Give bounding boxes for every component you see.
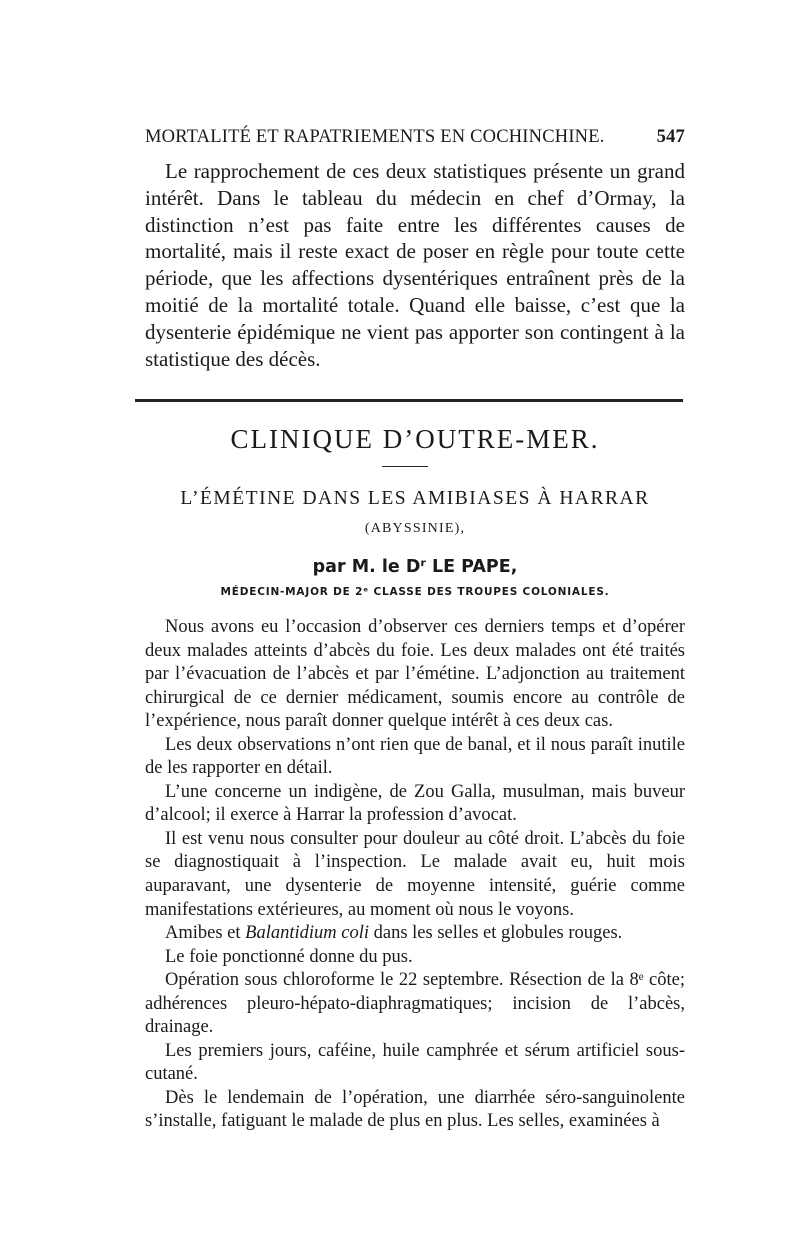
page-number: 547: [656, 127, 685, 147]
section-divider: [135, 399, 683, 402]
article-title: L’ÉMÉTINE DANS LES AMIBIASES À HARRAR: [180, 488, 650, 509]
section-title: CLINIQUE D’OUTRE-MER.: [230, 424, 600, 454]
body-paragraph: Il est venu nous consulter pour douleur au côté droit. L’abcès du foie se diagnostiquait à l’inspection. Le malade avait eu, huit mois auparavant, une dysenterie de moyenne intensité, guérie comme manifestations extérieures, au moment où nous le voyons.: [145, 828, 685, 920]
body-paragraph: Dès le lendemain de l’opération, une diarrhée séro-sanguinolente s’installe, fatiguant le malade de plus en plus. Les selles, examinées à: [145, 1087, 685, 1132]
species-name: Balantidium coli: [245, 923, 369, 944]
body-paragraph: Le foie ponctionné donne du pus.: [165, 946, 413, 967]
author-affiliation: MÉDECIN-MAJOR DE 2ᵉ CLASSE DES TROUPES COLONIALES.: [220, 586, 610, 598]
body-text-span: dans les selles et globules rouges.: [373, 923, 623, 944]
running-head-title: MORTALITÉ ET RAPATRIEMENTS EN COCHINCHINE.: [145, 127, 605, 147]
body-text-span: Amibes et: [165, 923, 241, 944]
intro-paragraph: Le rapprochement de ces deux statistiques présente un grand intérêt. Dans le tableau du médecin en chef d’Ormay, la distinction n’est pas faite entre les différentes causes de mortalité, mais il reste exact de poser en règle pour toute cette période, que les affections dysentériques entraînent près de la moitié de la mortalité totale. Quand elle baisse, c’est que la dysenterie épidémique ne vient pas apporter son contingent à la statistique des décès.: [145, 159, 685, 371]
body-paragraph: [145, 922, 685, 946]
body-paragraph: L’une concerne un indigène, de Zou Galla, musulman, mais buveur d’alcool; il exerce à Harrar la profession d’avocat.: [145, 781, 685, 826]
title-underline: [382, 466, 428, 467]
article-body: [145, 616, 685, 1134]
article-subtitle: (ABYSSINIE),: [364, 521, 466, 536]
author-byline: par M. le Dʳ LE PAPE,: [312, 557, 518, 577]
body-paragraph: Les premiers jours, caféine, huile camphrée et sérum artificiel sous-cutané.: [145, 1040, 685, 1085]
body-paragraph: Nous avons eu l’occasion d’observer ces derniers temps et d’opérer deux malades atteints d’abcès du foie. Les deux malades ont été traités par l’évacuation de l’abcès et par l’émétine. L’adjonction au traitement chirurgical de ce dernier médicament, soumis encore au contrôle de l’expérience, nous paraît donner quelque intérêt à ces deux cas.: [145, 617, 685, 732]
intro-text: [145, 158, 685, 372]
body-paragraph: Les deux observations n’ont rien que de banal, et il nous paraît inutile de les rapporter en détail.: [145, 734, 685, 779]
body-paragraph: Opération sous chloroforme le 22 septembre. Résection de la 8ᵉ côte; adhérences pleuro-hépato-diaphragmatiques; incision de l’abcès, drainage.: [145, 970, 685, 1038]
